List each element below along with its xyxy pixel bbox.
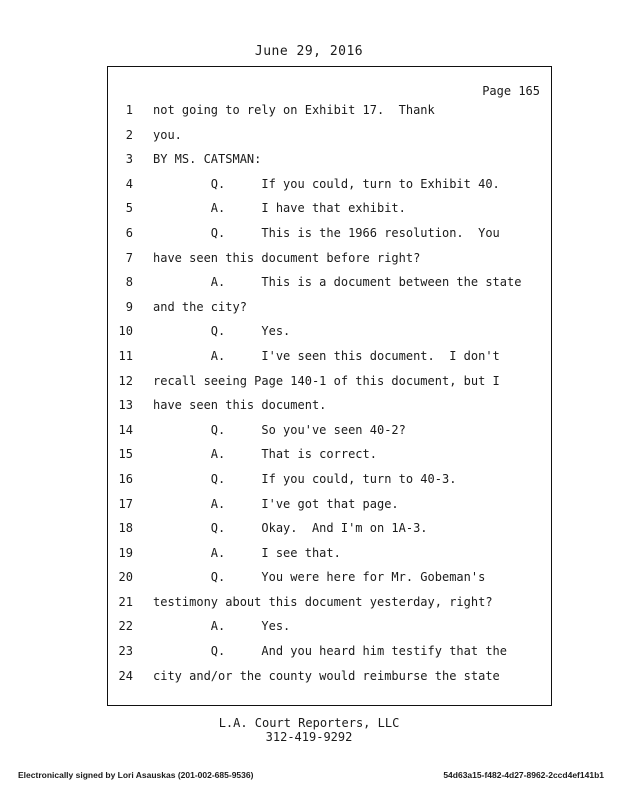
line-number: 20: [118, 570, 133, 585]
footer: [0, 716, 618, 744]
transcript-line: [107, 516, 552, 541]
line-text: Q. If you could, turn to Exhibit 40.: [153, 176, 500, 191]
line-number: 12: [118, 373, 133, 388]
transcript-line: [107, 246, 552, 271]
line-text: A. Yes.: [153, 619, 291, 634]
transcript-line: [107, 590, 552, 615]
line-text: Q. So you've seen 40-2?: [153, 422, 406, 437]
line-text: Q. If you could, turn to 40-3.: [153, 471, 457, 486]
line-text: Q. Yes.: [153, 324, 291, 339]
transcript-line: [107, 319, 552, 344]
transcript-line: [107, 147, 552, 172]
footer-phone: 312-419-9292: [265, 730, 353, 744]
page-number: Page 165: [482, 84, 540, 98]
line-number: 13: [118, 398, 133, 413]
line-text: Q. And you heard him testify that the: [153, 644, 508, 659]
transcript-line: [107, 541, 552, 566]
line-text: and the city?: [153, 299, 247, 314]
line-text: A. I see that.: [153, 545, 341, 560]
line-number: 2: [125, 127, 133, 142]
line-number: 4: [125, 176, 133, 191]
transcript-line: [107, 270, 552, 295]
line-number: 10: [118, 324, 133, 339]
transcript-line: [107, 492, 552, 517]
line-text: testimony about this document yesterday, right?: [153, 594, 493, 609]
line-number: 11: [118, 348, 133, 363]
transcript-date: June 29, 2016: [254, 44, 364, 59]
transcript-line: [107, 418, 552, 443]
line-number: 8: [125, 275, 133, 290]
footer-company: L.A. Court Reporters, LLC: [218, 716, 400, 730]
transcript-line: [107, 614, 552, 639]
line-text: Q. This is the 1966 resolution. You: [153, 225, 500, 240]
transcript-line: [107, 639, 552, 664]
transcript-line: [107, 467, 552, 492]
electronic-signature: Electronically signed by Lori Asauskas (201-002-685-9536): [18, 770, 254, 780]
line-text: A. I've got that page.: [153, 496, 399, 511]
line-number: 21: [118, 594, 133, 609]
transcript-lines: [107, 98, 552, 688]
transcript-line: [107, 221, 552, 246]
line-text: BY MS. CATSMAN:: [153, 152, 262, 167]
line-number: 18: [118, 521, 133, 536]
line-text: A. I've seen this document. I don't: [153, 348, 500, 363]
line-number: 7: [125, 250, 133, 265]
line-text: A. I have that exhibit.: [153, 201, 406, 216]
line-text: A. This is a document between the state: [153, 275, 522, 290]
transcript-line: [107, 664, 552, 689]
document-hash: 54d63a15-f482-4d27-8962-2ccd4ef141b1: [443, 770, 604, 780]
transcript-line: [107, 442, 552, 467]
line-number: 16: [118, 471, 133, 486]
transcript-line: [107, 393, 552, 418]
line-number: 24: [118, 668, 133, 683]
line-number: 17: [118, 496, 133, 511]
line-number: 3: [125, 152, 133, 167]
line-number: 5: [125, 201, 133, 216]
line-text: you.: [153, 127, 182, 142]
transcript-line: [107, 565, 552, 590]
transcript-line: [107, 196, 552, 221]
line-text: Q. Okay. And I'm on 1A-3.: [153, 521, 428, 536]
transcript-line: [107, 98, 552, 123]
line-text: have seen this document before right?: [153, 250, 421, 265]
line-text: have seen this document.: [153, 398, 327, 413]
line-number: 14: [118, 422, 133, 437]
line-number: 15: [118, 447, 133, 462]
line-text: Q. You were here for Mr. Gobeman's: [153, 570, 486, 585]
line-number: 9: [125, 299, 133, 314]
line-number: 6: [125, 225, 133, 240]
line-number: 23: [118, 644, 133, 659]
transcript-line: [107, 123, 552, 148]
line-text: not going to rely on Exhibit 17. Thank: [153, 103, 435, 117]
line-text: A. That is correct.: [153, 447, 377, 462]
line-text: recall seeing Page 140-1 of this document, but I: [153, 373, 500, 388]
line-number: 1: [125, 103, 133, 117]
line-text: city and/or the county would reimburse the state: [153, 668, 500, 683]
transcript-line: [107, 172, 552, 197]
transcript-line: [107, 344, 552, 369]
transcript-line: [107, 295, 552, 320]
line-number: 22: [118, 619, 133, 634]
transcript-line: [107, 369, 552, 394]
line-number: 19: [118, 545, 133, 560]
